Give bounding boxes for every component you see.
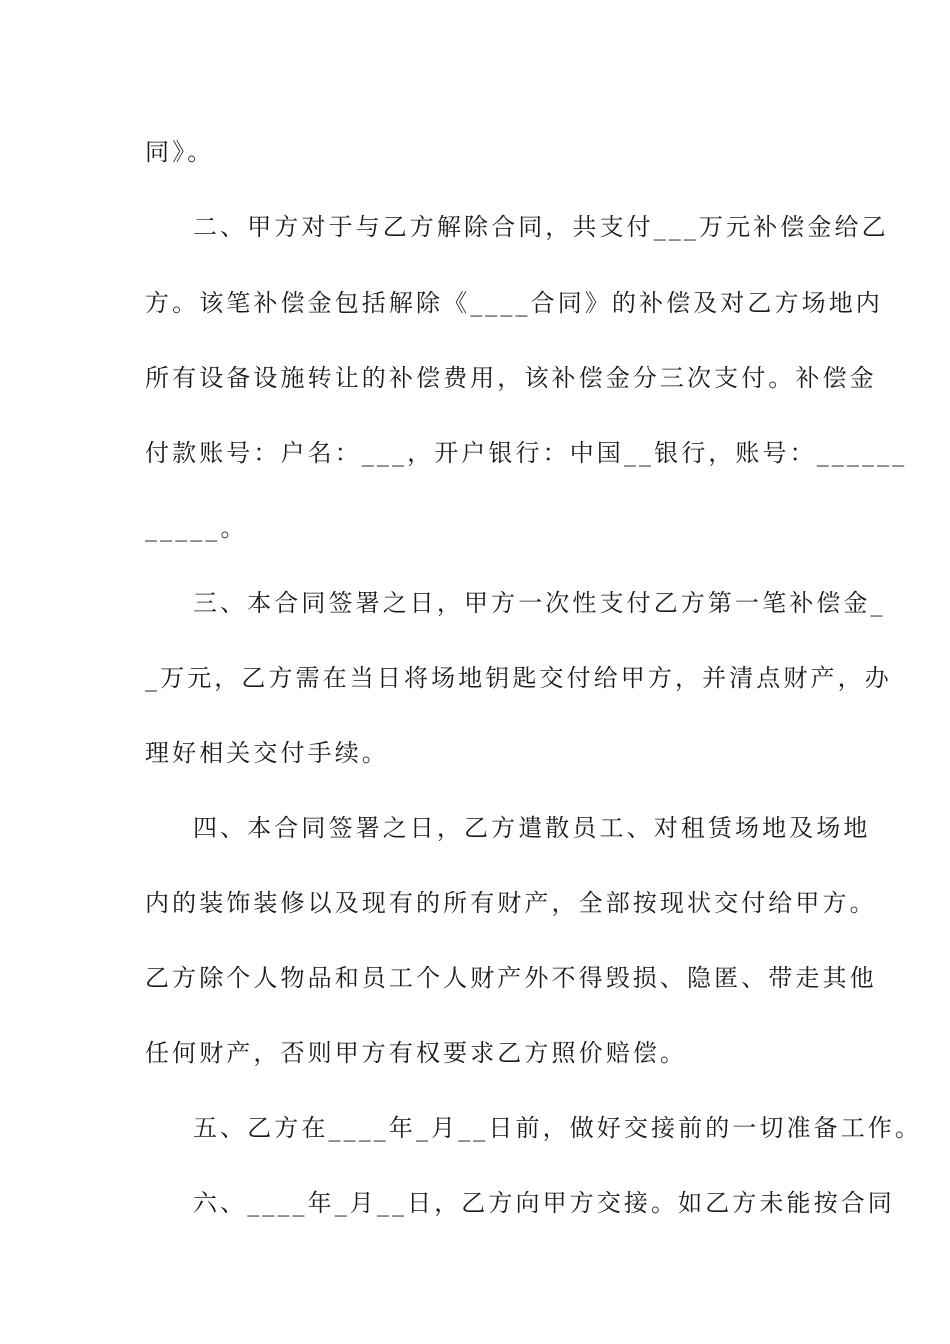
clause-4-line-1: 四、本合同签署之日，乙方遣散员工、对租赁场地及场地 [193, 814, 871, 842]
clause-2-line-5: _____。 [145, 514, 248, 542]
clause-2-line-4: 付款账号：户名：___，开户银行：中国__银行，账号：______ [145, 439, 908, 467]
clause-3-line-3: 理好相关交付手续。 [145, 739, 389, 767]
clause-6-line-1: 六、____年_月__日，乙方向甲方交接。如乙方未能按合同 [193, 1189, 895, 1217]
clause-2-line-1: 二、甲方对于与乙方解除合同，共支付___万元补偿金给乙 [193, 213, 889, 241]
clause-2-line-3: 所有设备设施转让的补偿费用，该补偿金分三次支付。补偿金 [145, 364, 877, 392]
clause-2-line-2: 方。该笔补偿金包括解除《____合同》的补偿及对乙方场地内 [145, 289, 883, 317]
clause-4-line-2: 内的装饰装修以及现有的所有财产，全部按现状交付给甲方。 [145, 889, 877, 917]
clause-4-line-3: 乙方除个人物品和员工个人财产外不得毁损、隐匿、带走其他 [145, 964, 877, 992]
clause-3-line-2: _万元，乙方需在当日将场地钥匙交付给甲方，并清点财产，办 [145, 664, 892, 692]
clause-4-line-4: 任何财产，否则甲方有权要求乙方照价赔偿。 [145, 1039, 687, 1067]
clause-5-line-1: 五、乙方在____年_月__日前，做好交接前的一切准备工作。 [193, 1114, 922, 1142]
clause-3-line-1: 三、本合同签署之日，甲方一次性支付乙方第一笔补偿金_ [193, 589, 886, 617]
text-line-1: 同》。 [145, 138, 215, 166]
